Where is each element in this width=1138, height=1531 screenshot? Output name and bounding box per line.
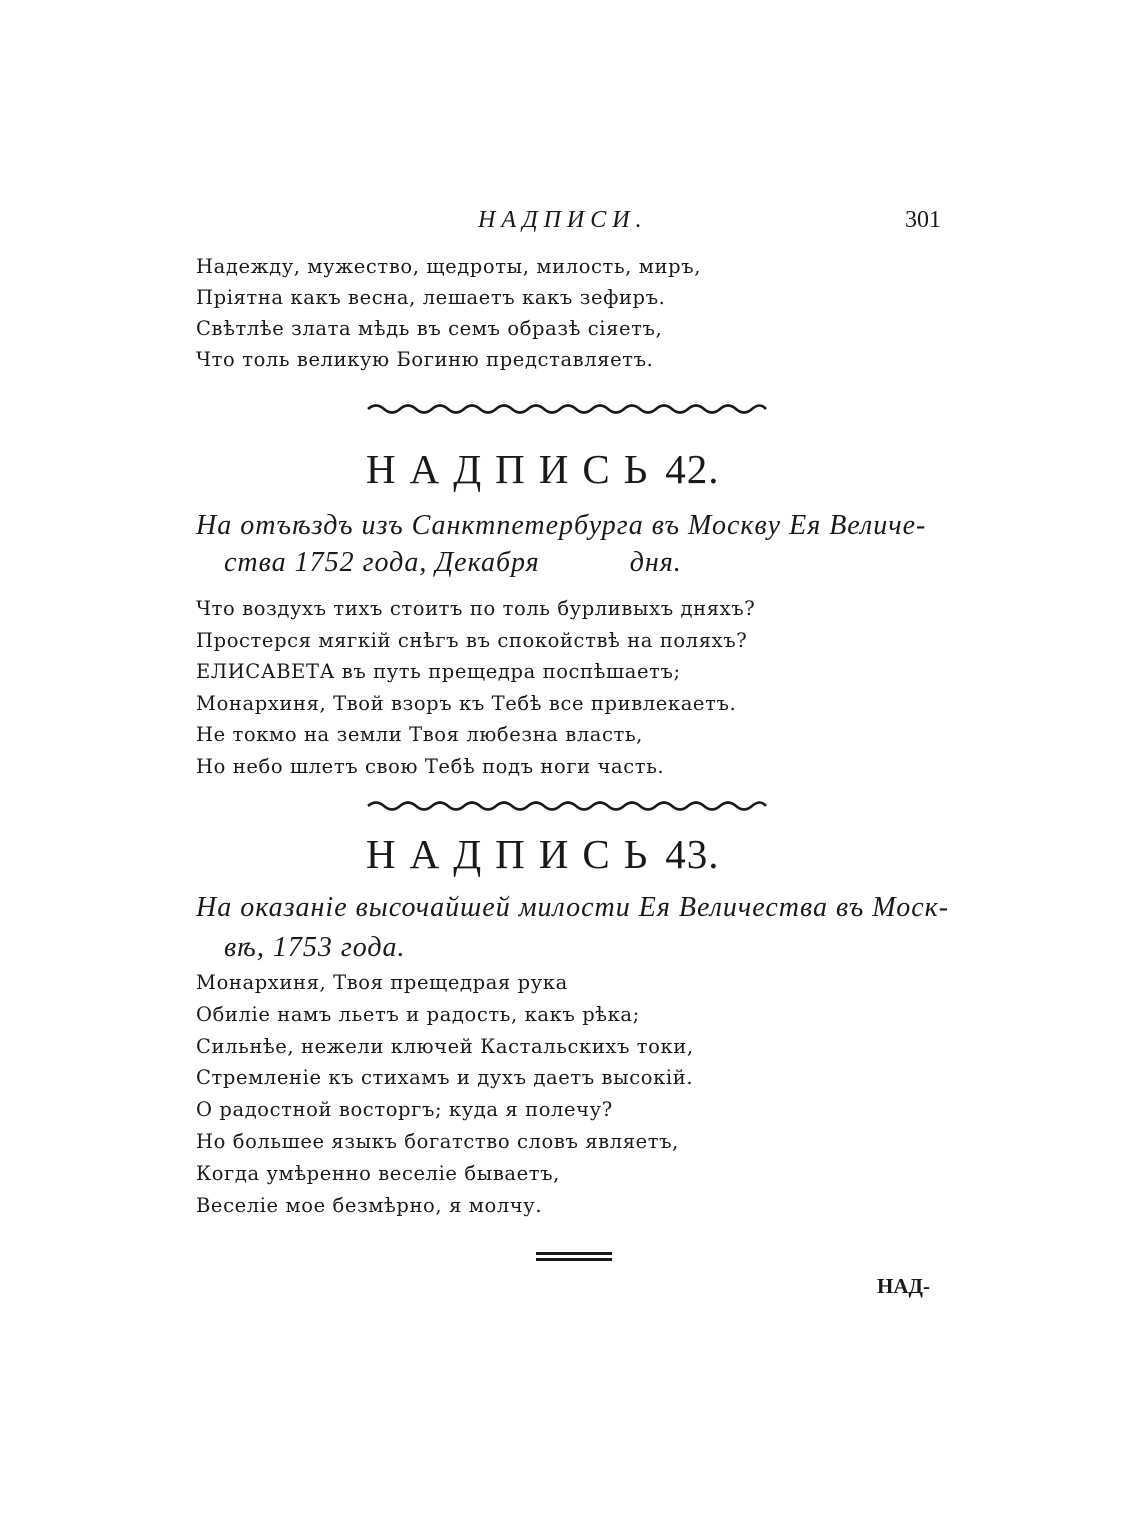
page-number: 301 <box>905 207 941 233</box>
verse-line: Стремленіе къ стихамъ и духъ даетъ высокій. <box>196 1066 694 1090</box>
ornament-divider <box>366 400 768 416</box>
verse-line: Надежду, мужество, щедроты, милость, миръ, <box>196 255 702 278</box>
verse-line: Обиліе намъ льетъ и радость, какъ рѣка; <box>196 1002 640 1026</box>
heading-number: 42. <box>665 446 720 492</box>
verse-line: Монархиня, Твой взоръ къ Тебѣ все привлекаетъ. <box>196 691 737 715</box>
verse-line: Пріятна какъ весна, лешаетъ какъ зефиръ. <box>196 286 666 309</box>
subtitle-text: дня. <box>629 547 682 578</box>
running-head: НАДПИСИ. <box>478 207 648 233</box>
inscription-43-heading <box>366 830 720 878</box>
heading-number: 43. <box>665 831 720 877</box>
verse-line: Монархиня, Твоя прещедрая рука <box>196 971 568 994</box>
inscription-43-subtitle-cont: вѣ, 1753 года. <box>224 932 406 963</box>
verse-line: Что толь великую Богиню представляетъ. <box>196 348 654 371</box>
verse-line: Не токмо на земли Твоя любезна власть, <box>196 723 643 746</box>
inscription-43-subtitle: На оказаніе высочайшей милости Ея Величества въ Моск- <box>196 892 950 923</box>
verse-line: Что воздухъ тихъ стоитъ по толь бурливыхъ дняхъ? <box>196 597 756 620</box>
inscription-42-verse <box>196 593 755 782</box>
verse-line: Сильнѣе, нежели ключей Кастальскихъ токи, <box>196 1034 694 1058</box>
heading-title: НАДПИСЬ <box>366 446 662 492</box>
verse-line: Свѣтлѣе злата мѣдь въ семъ образѣ сіяетъ, <box>196 317 663 340</box>
catchword: НАД- <box>877 1274 930 1298</box>
heading-title: НАДПИСЬ <box>366 831 662 877</box>
verse-line: Веселіе мое безмѣрно, я молчу. <box>196 1193 543 1217</box>
verse-line: Когда умѣренно веселіе бываетъ, <box>196 1161 560 1185</box>
verse-line: Простерся мягкій снѣгъ въ спокойствѣ на поляхъ? <box>196 628 748 652</box>
inscription-43-verse <box>196 967 694 1221</box>
ornament-divider <box>366 797 768 813</box>
inscription-42-subtitle-cont <box>224 545 682 581</box>
inscription-42-subtitle: На отъѣздъ изъ Санктпетербурга въ Москву Ея Величе- <box>196 510 927 541</box>
verse-line: О радостной восторгъ; куда я полечу? <box>196 1098 613 1122</box>
verse-continuation <box>196 251 701 375</box>
verse-line: Но небо шлетъ свою Тебѣ подъ ноги часть. <box>196 754 665 778</box>
inscription-42-heading <box>366 445 720 493</box>
end-rule <box>536 1252 612 1266</box>
subtitle-text: ства 1752 года, Декабря <box>224 547 540 578</box>
verse-line: Но большее языкъ богатство словъ являетъ, <box>196 1129 679 1153</box>
verse-line: ЕЛИСАВЕТА въ путь прещедра поспѣшаетъ; <box>196 660 681 683</box>
